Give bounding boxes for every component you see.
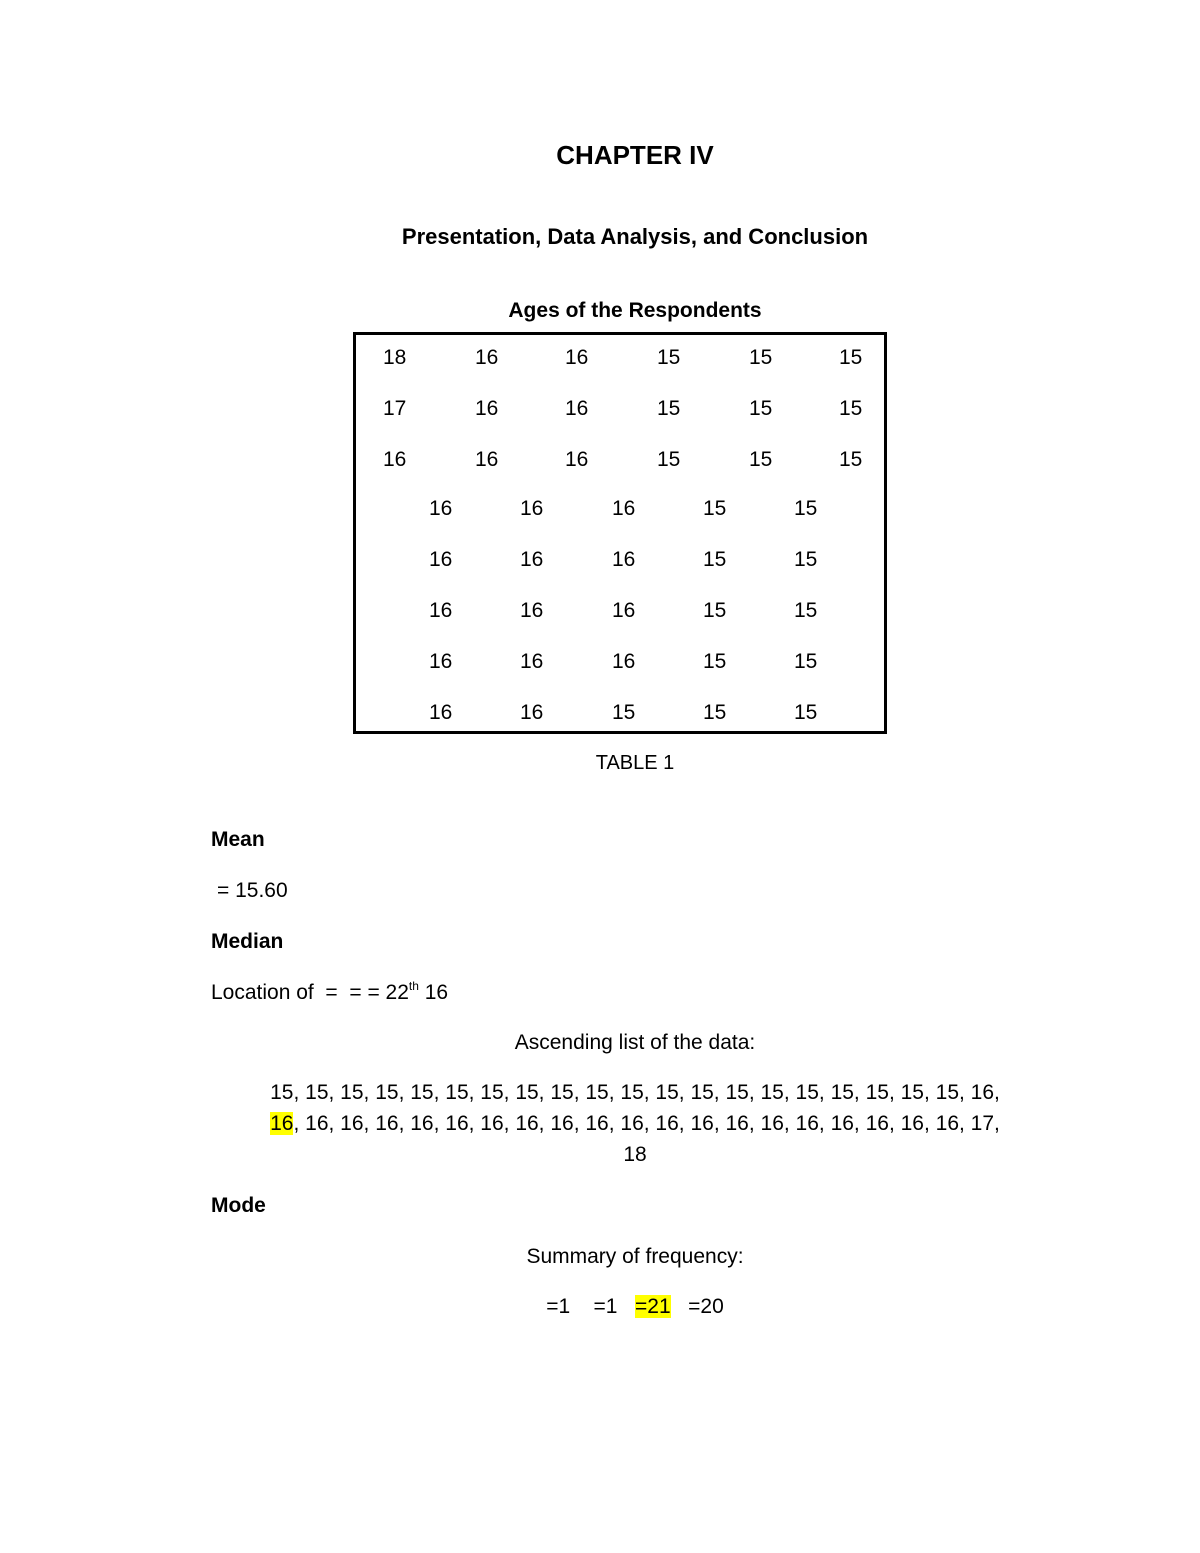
table-cell: 16 — [520, 599, 544, 622]
table-cell: 16 — [520, 548, 544, 571]
table-cell: 15 — [749, 346, 773, 369]
table-cell: 16 — [383, 448, 407, 471]
ascending-list-line-3: 18 — [623, 1143, 647, 1166]
table-cell: 16 — [429, 650, 453, 673]
table-cell: 16 — [520, 497, 544, 520]
frequency-summary — [0, 1295, 1200, 1319]
table-cell: 16 — [475, 346, 499, 369]
section-subtitle: Presentation, Data Analysis, and Conclusion — [401, 224, 869, 249]
chapter-title: CHAPTER IV — [556, 140, 714, 170]
frequency-value-highlight: =21 — [635, 1295, 671, 1318]
table-cell: 15 — [794, 650, 818, 673]
median-highlight: 16 — [270, 1112, 294, 1135]
table-cell: 15 — [703, 497, 727, 520]
table-cell: 15 — [794, 548, 818, 571]
table-cell: 15 — [794, 701, 818, 724]
ascending-list-line-2 — [0, 1108, 1200, 1139]
table-cell: 15 — [794, 599, 818, 622]
table-cell: 15 — [657, 448, 681, 471]
table-cell: 15 — [839, 397, 863, 420]
table-cell: 15 — [703, 548, 727, 571]
table-cell: 16 — [565, 448, 589, 471]
median-location-suffix: 16 — [418, 981, 449, 1004]
median-location-prefix: Location of = = = 22 — [211, 981, 409, 1004]
table-cell: 16 — [429, 548, 453, 571]
ascending-list-label: Ascending list of the data: — [514, 1031, 756, 1054]
table-cell: 15 — [703, 701, 727, 724]
frequency-summary-label: Summary of frequency: — [526, 1245, 744, 1268]
median-location-sup: th — [408, 979, 419, 993]
table-cell: 15 — [839, 448, 863, 471]
ascending-list-line-2-rest: , 16, 16, 16, 16, 16, 16, 16, 16, 16, 16, 16, 16, 16, 16, 16, 16, 16, 16, 16, 17, — [293, 1112, 1000, 1135]
ascending-list-line-1: 15, 15, 15, 15, 15, 15, 15, 15, 15, 15, 15, 15, 15, 15, 15, 15, 15, 15, 15, 15, 16, — [270, 1081, 1000, 1104]
median-heading: Median — [211, 930, 284, 953]
table-cell: 16 — [475, 448, 499, 471]
table-cell: 15 — [703, 599, 727, 622]
table-cell: 16 — [565, 397, 589, 420]
table-cell: 16 — [612, 599, 636, 622]
table-cell: 18 — [383, 346, 407, 369]
table-cell: 16 — [612, 497, 636, 520]
table-cell: 15 — [657, 397, 681, 420]
table-cell: 16 — [520, 650, 544, 673]
ages-table — [353, 332, 887, 734]
table-cell: 16 — [475, 397, 499, 420]
median-location — [211, 981, 448, 1005]
frequency-value: =20 — [688, 1295, 724, 1318]
table-cell: 16 — [612, 548, 636, 571]
table-cell: 16 — [429, 599, 453, 622]
table-title: Ages of the Respondents — [508, 299, 762, 322]
table-cell: 15 — [703, 650, 727, 673]
table-cell: 15 — [839, 346, 863, 369]
frequency-value: =1 — [546, 1295, 571, 1318]
table-cell: 16 — [565, 346, 589, 369]
table-cell: 15 — [749, 397, 773, 420]
mean-value: = 15.60 — [217, 879, 288, 902]
table-cell: 16 — [429, 701, 453, 724]
mean-heading: Mean — [211, 828, 265, 851]
table-cell: 15 — [794, 497, 818, 520]
table-cell: 15 — [612, 701, 636, 724]
table-cell: 15 — [657, 346, 681, 369]
table-cell: 16 — [612, 650, 636, 673]
table-cell: 17 — [383, 397, 407, 420]
frequency-value: =1 — [593, 1295, 618, 1318]
table-cell: 16 — [520, 701, 544, 724]
table-caption: TABLE 1 — [595, 752, 675, 774]
mode-heading: Mode — [211, 1194, 266, 1217]
table-cell: 15 — [749, 448, 773, 471]
table-cell: 16 — [429, 497, 453, 520]
